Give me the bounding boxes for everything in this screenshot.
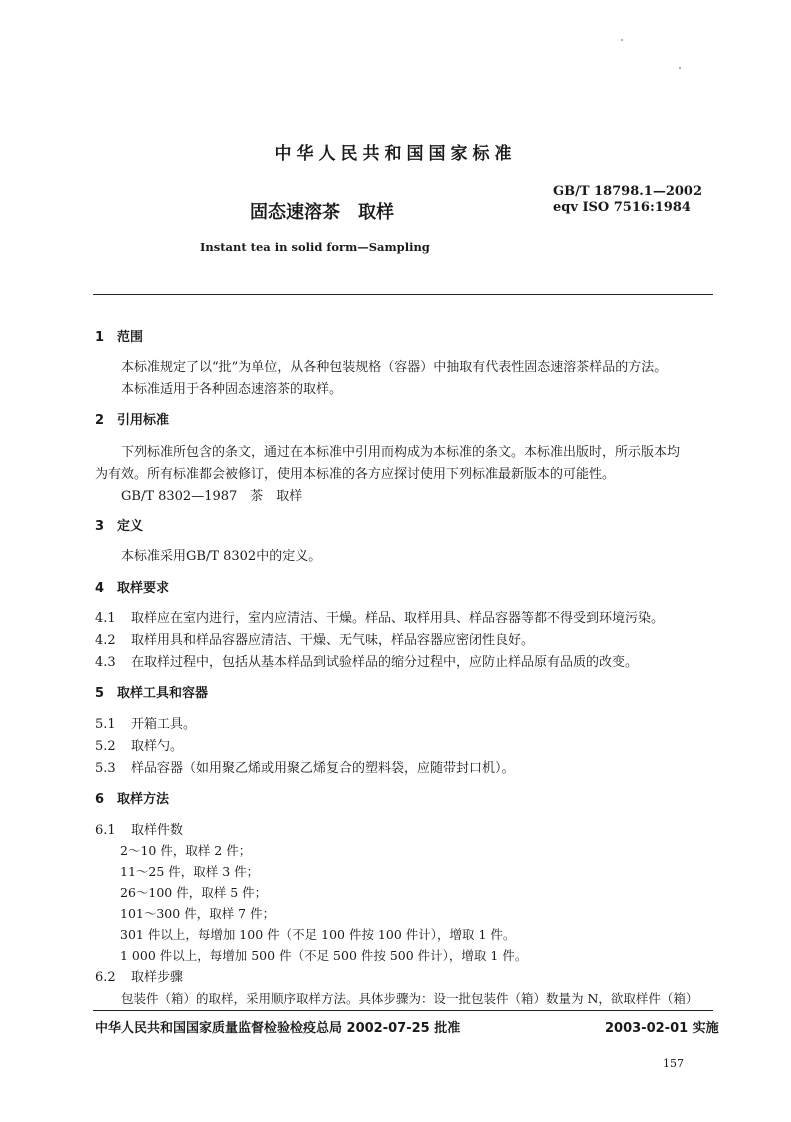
subsection-text: 取样勺。 [131, 739, 184, 754]
paragraph: 本标准适用于各种固态速溶茶的取样。 [121, 382, 343, 397]
subsection-number: 6.2 [95, 970, 116, 985]
subsection [95, 966, 183, 985]
subsection-number: 5.2 [95, 739, 116, 754]
subsection-text: 在取样过程中，包括从基本样品到试验样品的缩分过程中，应防止样品原有品质的改变。 [131, 655, 639, 670]
paragraph: 本标准采用GB/T 8302中的定义。 [121, 549, 322, 564]
subsection-text: 取样件数 [131, 823, 184, 838]
subsection [95, 757, 515, 776]
english-title: Instant tea in solid form—Sampling [200, 240, 430, 254]
section-heading [95, 577, 169, 596]
list-item: 1 000 件以上，每增加 500 件（不足 500 件按 500 件计），增取 1 件。 [120, 948, 528, 963]
header-divider [93, 294, 713, 295]
section-heading [95, 682, 208, 701]
subsection [95, 629, 534, 648]
subsection [95, 607, 664, 626]
paragraph: 本标准规定了以“批”为单位，从各种包装规格（容器）中抽取有代表性固态速溶茶样品的方法。 [121, 360, 668, 375]
subsection-text: 开箱工具。 [131, 717, 197, 732]
section-title: 取样要求 [117, 581, 170, 596]
standard-number: GB/T 18798.1—2002 [553, 184, 703, 199]
document-header-title: 中华人民共和国国家标准 [274, 144, 517, 164]
reference-item: GB/T 8302—1987 茶 取样 [121, 489, 303, 504]
section-number: 6 [95, 792, 105, 807]
scan-speck [679, 67, 681, 69]
section-title: 引用标准 [117, 413, 170, 428]
section-heading [95, 326, 143, 345]
subsection-text: 取样用具和样品容器应清洁、干燥、无气味，样品容器应密闭性良好。 [131, 633, 535, 648]
section-title: 取样方法 [117, 792, 170, 807]
list-item: 101～300 件，取样 7 件； [120, 906, 276, 921]
section-number: 4 [95, 581, 105, 596]
subsection [95, 651, 638, 670]
footer-divider [93, 1010, 713, 1011]
approval-line: 中华人民共和国国家质量监督检验检疫总局 2002-07-25 批准 [95, 1021, 461, 1036]
subsection [95, 819, 183, 838]
subsection-text: 样品容器（如用聚乙烯或用聚乙烯复合的塑料袋，应随带封口机）。 [131, 761, 515, 776]
scan-speck [621, 39, 623, 41]
section-number: 2 [95, 413, 105, 428]
subsection-text: 取样应在室内进行，室内应清洁、干燥。样品、取样用具、样品容器等都不得受到环境污染。 [131, 611, 665, 626]
list-item: 11～25 件，取样 3 件； [120, 864, 260, 879]
section-number: 1 [95, 330, 105, 345]
section-heading [95, 788, 169, 807]
section-title: 范围 [117, 330, 144, 345]
section-title: 取样工具和容器 [117, 686, 209, 701]
list-item: 26～100 件，取样 5 件； [120, 885, 268, 900]
list-item: 2～10 件，取样 2 件； [120, 843, 252, 858]
page-number: 157 [663, 1057, 684, 1070]
subsection [95, 713, 196, 732]
section-number: 3 [95, 519, 105, 534]
subsection-number: 4.1 [95, 611, 116, 626]
section-heading [95, 515, 143, 534]
paragraph: 为有效。所有标准都会被修订，使用本标准的各方应探讨使用下列标准最新版本的可能性。 [95, 467, 616, 482]
standard-title: 固态速溶茶 取样 [250, 202, 394, 223]
list-item: 301 件以上，每增加 100 件（不足 100 件按 100 件计），增取 1 件。 [120, 927, 516, 942]
subsection-number: 5.1 [95, 717, 116, 732]
standard-equivalence: eqv ISO 7516:1984 [553, 200, 691, 215]
implementation-date: 2003-02-01 实施 [605, 1021, 719, 1036]
subsection-number: 4.3 [95, 655, 116, 670]
subsection-number: 5.3 [95, 761, 116, 776]
subsection [95, 735, 183, 754]
paragraph: 包装件（箱）的取样，采用顺序取样方法。具体步骤为：设一批包装件（箱）数量为 N，欲取样件（箱） [121, 991, 699, 1006]
subsection-number: 6.1 [95, 823, 116, 838]
section-title: 定义 [117, 519, 144, 534]
standard-numbers [553, 184, 702, 216]
subsection-text: 取样步骤 [131, 970, 184, 985]
subsection-number: 4.2 [95, 633, 116, 648]
section-number: 5 [95, 686, 105, 701]
paragraph: 下列标准所包含的条文，通过在本标准中引用而构成为本标准的条文。本标准出版时，所示版本均 [121, 445, 681, 460]
section-heading [95, 409, 169, 428]
